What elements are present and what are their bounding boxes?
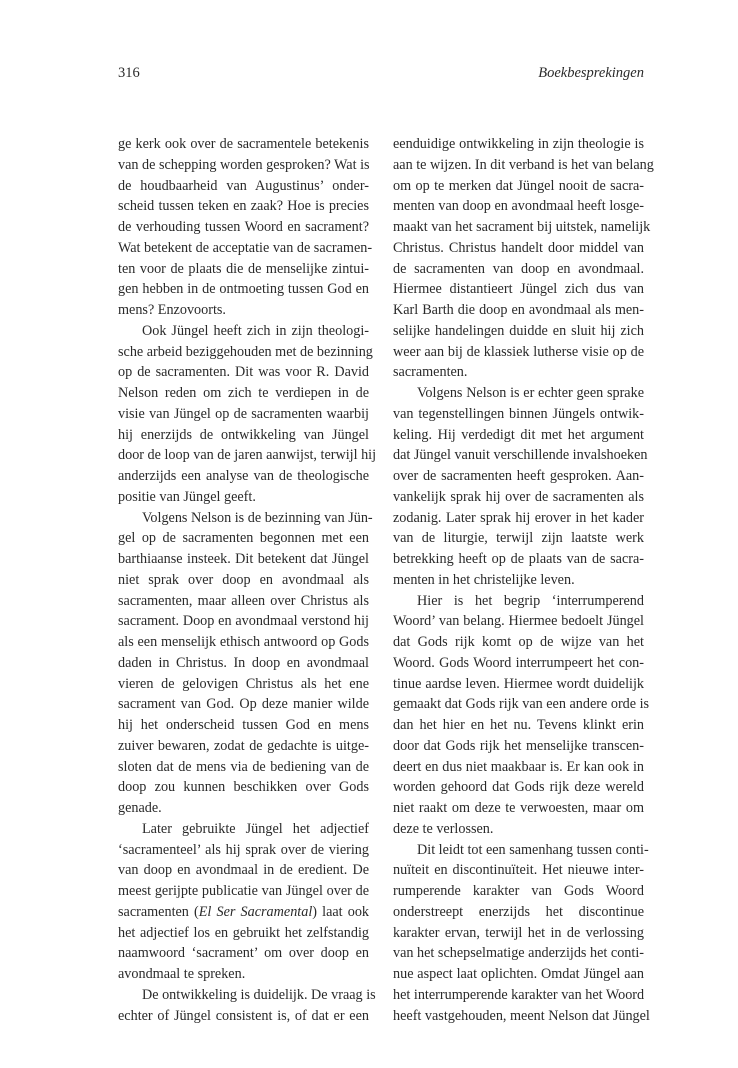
text-line bbox=[393, 549, 644, 570]
text-line bbox=[393, 715, 644, 736]
text-line bbox=[393, 383, 644, 404]
text-line bbox=[393, 176, 644, 197]
text-line bbox=[393, 694, 650, 715]
text-line bbox=[118, 300, 369, 321]
text-line bbox=[118, 674, 369, 695]
line-text: de verhouding tussen Woord en sacrament? bbox=[118, 219, 369, 235]
line-text: dan het hier en het nu. Tevens klinkt erin bbox=[393, 717, 644, 733]
line-text: op de sacramenten. Dit was voor R. David bbox=[118, 364, 369, 381]
line-text: maakt van het sacrament bij uitstek, namelijk bbox=[393, 219, 651, 235]
line-text: naamwoord ‘sacrament’ om over doop en bbox=[118, 945, 369, 962]
line-text: aan te wijzen. In dit verband is het van belang bbox=[393, 156, 654, 173]
line-text: zuiver bewaren, zodat de gedachte is uitge- bbox=[118, 737, 369, 754]
text-line bbox=[393, 736, 644, 757]
text-line bbox=[393, 466, 644, 487]
line-text: meest gerijpte publicatie van Jüngel over de bbox=[118, 883, 369, 899]
text-line bbox=[118, 217, 369, 238]
line-text: gen hebben in de ontmoeting tussen God en bbox=[118, 281, 369, 298]
line-text: vankelijk sprak hij over de sacramenten als bbox=[393, 488, 644, 505]
page-number: 316 bbox=[118, 65, 140, 81]
text-line bbox=[393, 570, 644, 591]
text-line bbox=[393, 425, 644, 446]
text-line bbox=[118, 425, 369, 446]
line-text: het adjectief los en gebruikt het zelfstandig bbox=[118, 924, 369, 941]
text-line bbox=[393, 155, 654, 176]
line-text: vieren de gelovigen Christus als het ene bbox=[118, 675, 369, 692]
text-line bbox=[118, 653, 369, 674]
text-line bbox=[393, 217, 651, 238]
line-text: Volgens Nelson is de bezinning van Jün- bbox=[142, 509, 373, 526]
line-text: sloten dat de mens via de bediening van de bbox=[118, 758, 369, 775]
text-line bbox=[393, 134, 644, 155]
text-line bbox=[118, 632, 369, 653]
text-line bbox=[118, 881, 369, 902]
text-line bbox=[393, 238, 644, 259]
line-text: rumperende karakter van Gods Woord bbox=[393, 883, 644, 899]
text-line bbox=[393, 881, 644, 902]
line-text: sacramenten. bbox=[393, 364, 468, 381]
text-line bbox=[118, 259, 369, 280]
line-text: eenduidige ontwikkeling in zijn theologie is bbox=[393, 136, 644, 152]
text-line bbox=[393, 487, 644, 508]
line-text: weer aan bij de klassiek lutherse visie op de bbox=[393, 343, 644, 360]
text-line bbox=[118, 736, 369, 757]
text-line bbox=[118, 238, 373, 259]
text-line bbox=[118, 508, 373, 529]
line-text: de sacramenten van doop en avondmaal. bbox=[393, 260, 644, 277]
text-line bbox=[118, 342, 373, 363]
text-line bbox=[118, 902, 369, 923]
line-text: nue aspect laat oplichten. Omdat Jüngel aan bbox=[393, 966, 644, 982]
line-text: sche arbeid beziggehouden met de bezinning bbox=[118, 343, 373, 360]
text-line bbox=[118, 985, 376, 1006]
line-text: Woord. Gods Woord interrumpeert het con- bbox=[393, 654, 644, 671]
line-text: Nelson reden om zich te verdiepen in de bbox=[118, 385, 369, 401]
text-line bbox=[393, 798, 644, 819]
line-text: van de schepping worden gesproken? Wat is bbox=[118, 156, 370, 173]
line-text: gemaakt dat Gods rijk van een andere orde is bbox=[393, 696, 650, 713]
text-column-left bbox=[118, 134, 377, 1026]
line-text: niet raakt om deze te verwoesten, maar om bbox=[393, 800, 644, 816]
line-text: Karl Barth die doop en avondmaal als men- bbox=[393, 302, 644, 318]
text-column-right bbox=[393, 134, 654, 1026]
line-text: door de loop van de jaren aanwijst, terwijl hij bbox=[118, 447, 377, 464]
text-line bbox=[393, 985, 644, 1006]
line-text: deze te verlossen. bbox=[393, 820, 494, 837]
line-text: van het schepselmatige anderzijds het conti- bbox=[393, 945, 644, 962]
line-text: om op te merken dat Jüngel nooit de sacra- bbox=[393, 177, 644, 194]
line-text: van doop en avondmaal in de eredient. De bbox=[118, 862, 369, 879]
line-text: Later gebruikte Jüngel het adjectief bbox=[142, 820, 369, 837]
line-text: Ook Jüngel heeft zich in zijn theologi- bbox=[142, 322, 369, 339]
line-text: sacramenten ( bbox=[118, 903, 199, 920]
text-line bbox=[393, 964, 644, 985]
line-text: visie van Jüngel op de sacramenten waarbij bbox=[118, 405, 369, 422]
line-text: dat Gods rijk komt op de wijze van het bbox=[393, 634, 644, 650]
line-text: heeft vastgehouden, meent Nelson dat Jüngel bbox=[393, 1007, 650, 1024]
text-line bbox=[118, 964, 369, 985]
line-text: scheid tussen teken en zaak? Hoe is precies bbox=[118, 198, 369, 215]
line-text: worden gehoord dat Gods rijk deze wereld bbox=[393, 779, 644, 796]
text-line bbox=[393, 342, 644, 363]
text-line bbox=[118, 715, 369, 736]
text-line bbox=[118, 943, 369, 964]
line-text: selijke handelingen duidde en sluit hij zich bbox=[393, 322, 644, 339]
text-line bbox=[118, 923, 369, 944]
text-line bbox=[393, 653, 644, 674]
line-text: avondmaal te spreken. bbox=[118, 966, 246, 982]
text-line bbox=[393, 404, 644, 425]
line-text: de houdbaarheid van Augustinus’ onder- bbox=[118, 177, 369, 194]
line-text: Dit leidt tot een samenhang tussen conti- bbox=[417, 841, 649, 858]
line-text: doop zou kunnen beschikken over Gods bbox=[118, 779, 369, 796]
text-line bbox=[393, 777, 644, 798]
text-line bbox=[393, 528, 644, 549]
line-text: positie van Jüngel geeft. bbox=[118, 488, 256, 505]
text-line bbox=[118, 819, 369, 840]
text-line bbox=[393, 840, 649, 861]
text-line bbox=[393, 860, 644, 881]
text-line bbox=[393, 611, 644, 632]
line-text: hij het onderscheid tussen God en mens bbox=[118, 717, 369, 733]
line-text: Hiermee distantieert Jüngel zich dus van bbox=[393, 281, 644, 298]
line-text: sacrament van God. Op deze manier wilde bbox=[118, 696, 369, 713]
line-text: anderzijds een analyse van de theologische bbox=[118, 468, 369, 484]
text-line bbox=[393, 321, 644, 342]
text-line bbox=[393, 279, 644, 300]
line-text-continued: ) laat ook bbox=[312, 903, 370, 920]
line-text: echter of Jüngel consistent is, of dat er een bbox=[118, 1007, 369, 1024]
line-text: gel op de sacramenten begonnen met een bbox=[118, 530, 369, 547]
text-line bbox=[118, 777, 369, 798]
line-text: menten van doop en avondmaal heeft losge- bbox=[393, 198, 644, 215]
line-text: tinue aardse leven. Hiermee wordt duidelijk bbox=[393, 675, 644, 692]
line-text: ‘sacramenteel’ als hij sprak over de viering bbox=[118, 841, 369, 858]
line-text: van tegenstellingen binnen Jüngels ontwik- bbox=[393, 405, 644, 422]
text-line bbox=[393, 300, 644, 321]
text-line bbox=[118, 362, 369, 383]
text-line bbox=[118, 840, 369, 861]
line-text: daden in Christus. In doop en avondmaal bbox=[118, 654, 369, 671]
text-line bbox=[393, 902, 644, 923]
line-text: het interrumperende karakter van het Woord bbox=[393, 986, 645, 1003]
text-line bbox=[393, 923, 644, 944]
text-line bbox=[118, 487, 369, 508]
text-line bbox=[118, 549, 369, 570]
text-line bbox=[393, 943, 644, 964]
text-line bbox=[118, 570, 369, 591]
text-line bbox=[393, 259, 644, 280]
line-text: nuïteit en discontinuïteit. Het nieuwe inter- bbox=[393, 862, 644, 879]
line-text: van de liturgie, terwijl zijn laatste werk bbox=[393, 530, 644, 547]
text-line bbox=[118, 176, 369, 197]
text-line bbox=[118, 1006, 369, 1027]
text-line bbox=[393, 1006, 650, 1027]
text-line bbox=[393, 757, 644, 778]
text-line bbox=[393, 632, 644, 653]
text-line bbox=[118, 134, 369, 155]
text-line bbox=[118, 528, 369, 549]
line-text: barthiaanse insteek. Dit betekent dat Jüngel bbox=[118, 551, 369, 567]
text-line bbox=[118, 757, 369, 778]
text-line bbox=[393, 674, 644, 695]
text-line bbox=[393, 508, 644, 529]
text-line bbox=[393, 445, 648, 466]
text-line bbox=[118, 798, 369, 819]
text-line bbox=[118, 445, 377, 466]
line-text: karakter ervan, terwijl het in de verlossing bbox=[393, 924, 644, 941]
text-line bbox=[393, 362, 644, 383]
line-text: sacramenten, maar alleen over Christus als bbox=[118, 592, 369, 609]
line-text: als een menselijk ethisch antwoord op Gods bbox=[118, 634, 369, 650]
text-line bbox=[393, 819, 644, 840]
text-line bbox=[118, 155, 369, 176]
text-line bbox=[118, 404, 369, 425]
text-line bbox=[118, 321, 369, 342]
text-line bbox=[118, 694, 369, 715]
text-line bbox=[393, 196, 644, 217]
text-line bbox=[118, 466, 369, 487]
text-line bbox=[393, 591, 644, 612]
line-text: menten in het christelijke leven. bbox=[393, 571, 575, 588]
line-text: De ontwikkeling is duidelijk. De vraag is bbox=[142, 986, 376, 1003]
line-text: niet sprak over doop en avondmaal als bbox=[118, 571, 369, 588]
line-text: Woord’ van belang. Hiermee bedoelt Jüngel bbox=[393, 613, 644, 630]
line-text: onderstreept enerzijds het discontinue bbox=[393, 903, 644, 920]
line-text: Volgens Nelson is er echter geen sprake bbox=[417, 385, 644, 401]
text-line bbox=[118, 383, 369, 404]
text-line bbox=[118, 279, 369, 300]
line-text: sacrament. Doop en avondmaal verstond hij bbox=[118, 613, 369, 630]
text-line bbox=[118, 591, 369, 612]
book-title-italic: El Ser Sacramental bbox=[198, 903, 313, 920]
line-text: Hier is het begrip ‘interrumperend bbox=[417, 592, 644, 609]
text-line bbox=[118, 196, 369, 217]
running-title: Boekbesprekingen bbox=[538, 65, 644, 81]
line-text: mens? Enzovoorts. bbox=[118, 302, 226, 318]
line-text: Wat betekent de acceptatie van de sacramen- bbox=[118, 239, 373, 256]
text-line bbox=[118, 860, 369, 881]
line-text: zodanig. Later sprak hij erover in het kader bbox=[393, 509, 644, 526]
line-text: hij enerzijds de ontwikkeling van Jüngel bbox=[118, 426, 369, 443]
text-line bbox=[118, 611, 369, 632]
line-text: betrekking heeft op de plaats van de sacra- bbox=[393, 551, 644, 567]
line-text: keling. Hij verdedigt dit met het argument bbox=[393, 426, 644, 443]
line-text: dat Jüngel vanuit verschillende invalshoeken bbox=[393, 447, 648, 464]
line-text: Christus. Christus handelt door middel van bbox=[393, 239, 644, 256]
line-text: door dat Gods rijk het menselijke transcen- bbox=[393, 737, 644, 754]
line-text: genade. bbox=[118, 800, 162, 816]
line-text: deert en dus niet maakbaar is. Er kan ook in bbox=[393, 758, 644, 775]
line-text: over de sacramenten heeft gesproken. Aan- bbox=[393, 468, 644, 484]
line-text: ten voor de plaats die de menselijke zintui- bbox=[118, 260, 369, 277]
line-text: ge kerk ook over de sacramentele betekenis bbox=[118, 136, 369, 152]
